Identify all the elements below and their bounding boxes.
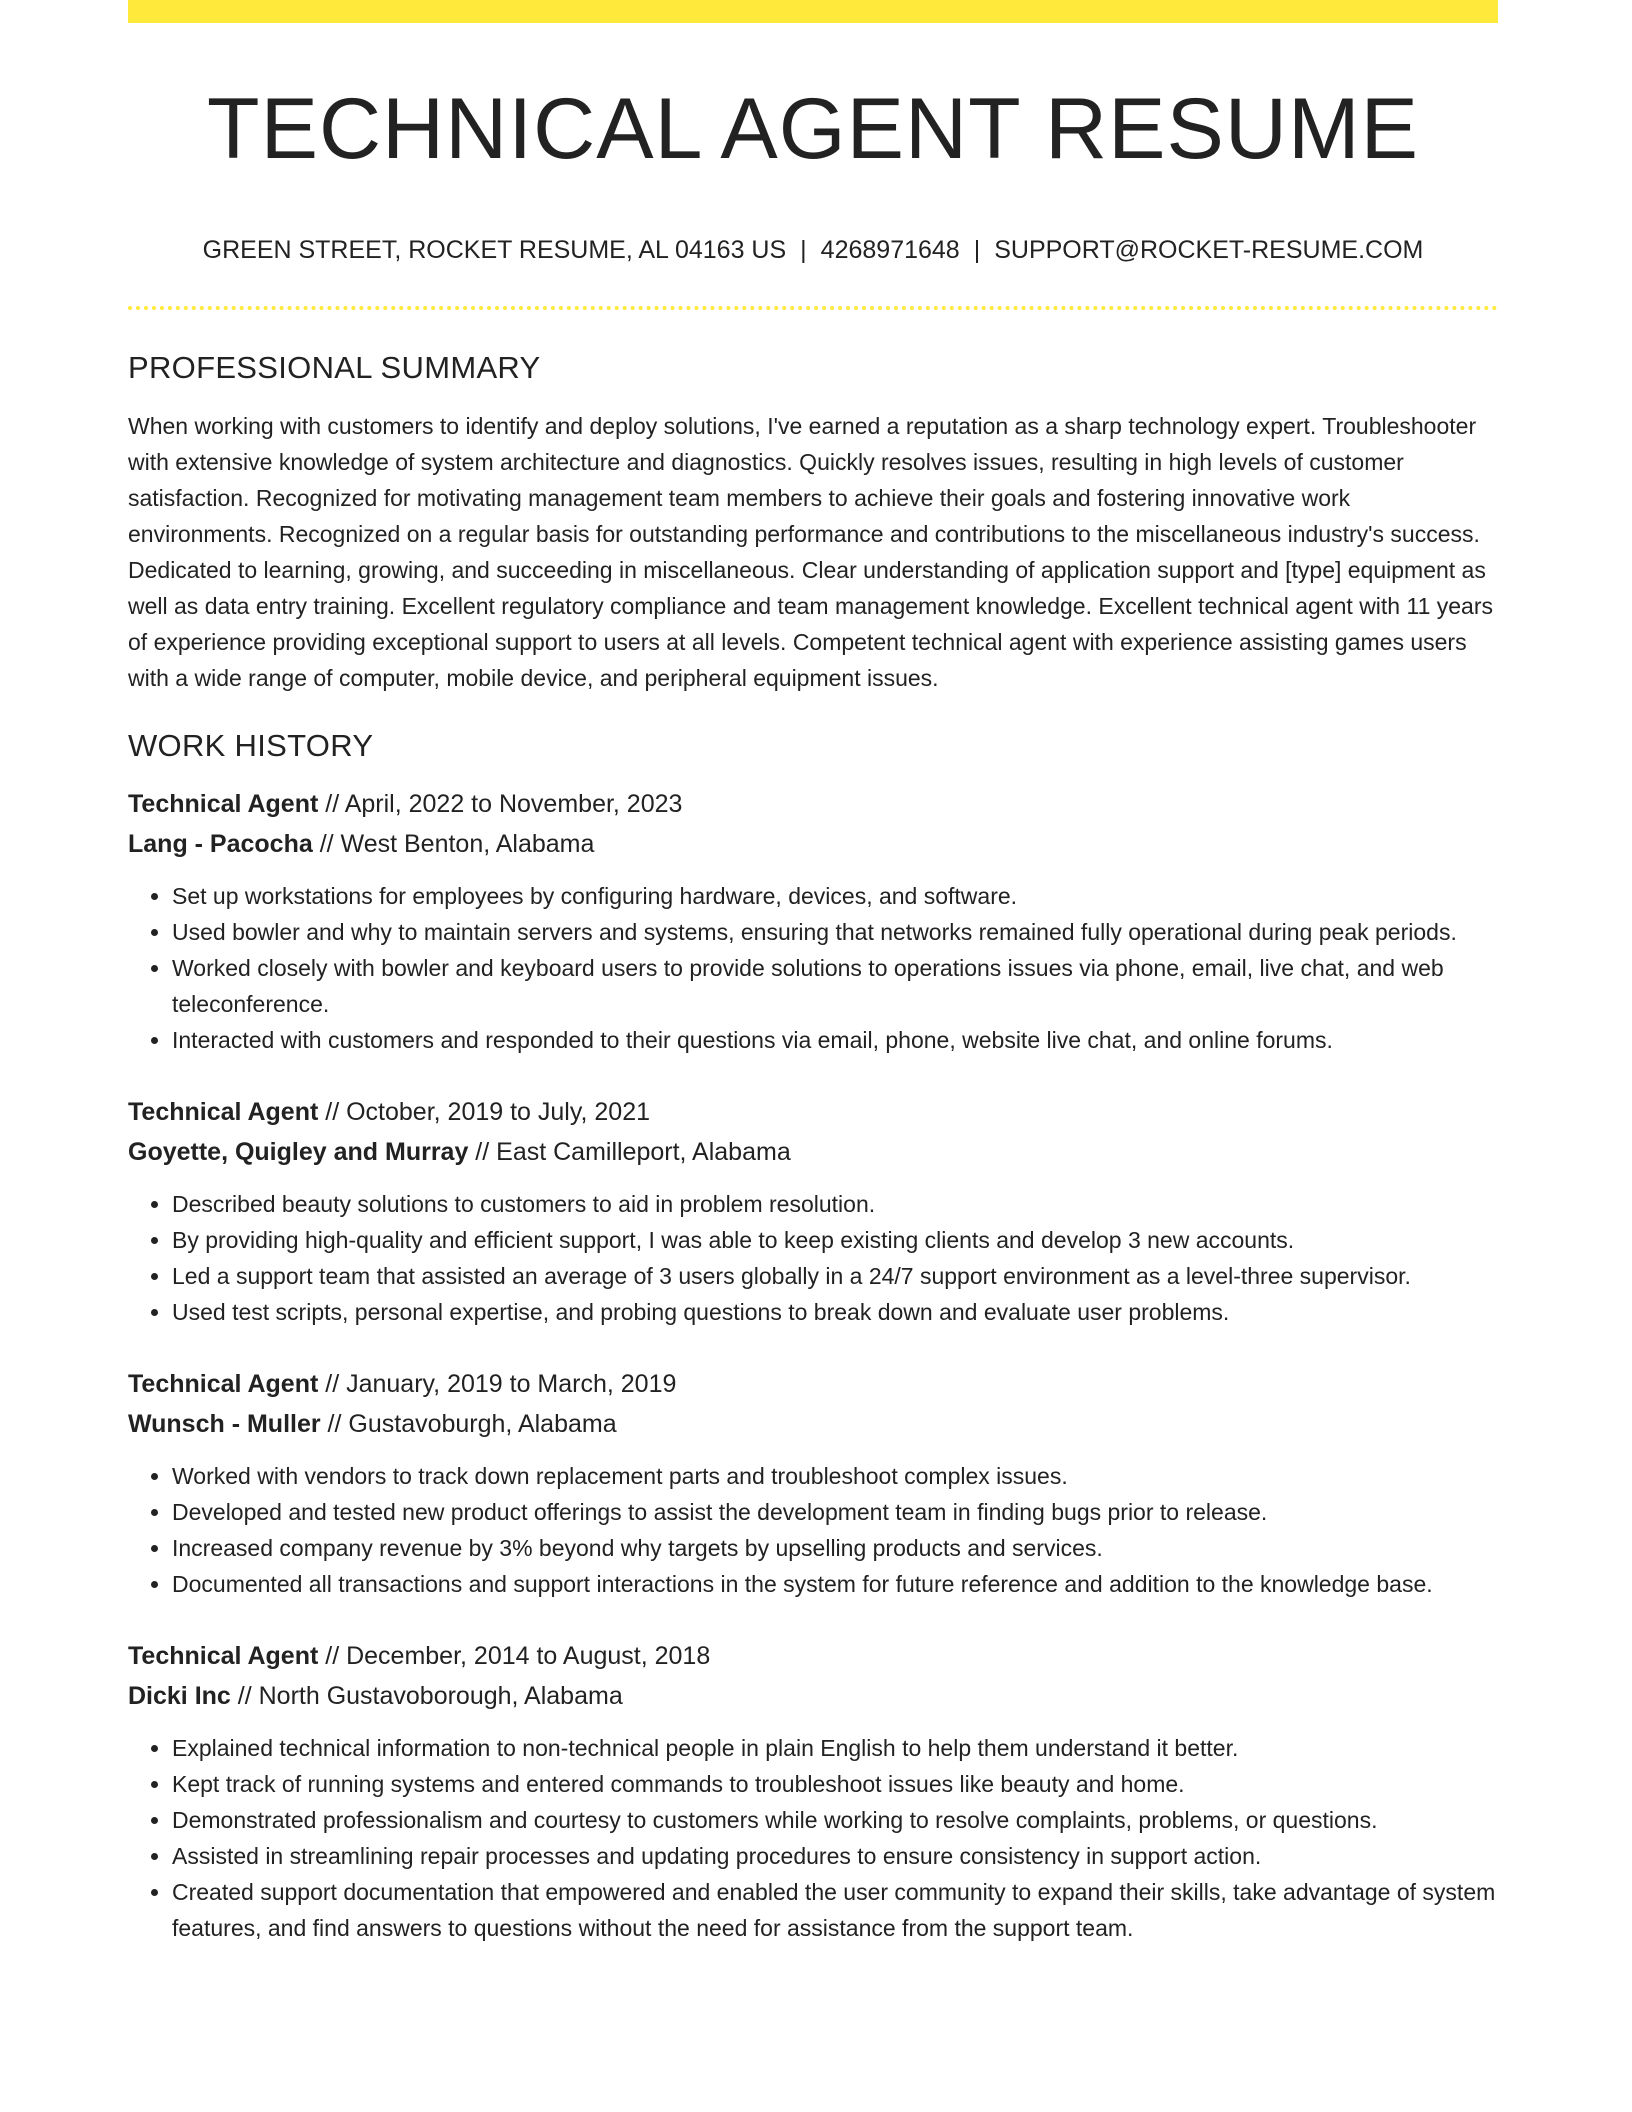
job-bullets <box>128 1458 1498 1602</box>
contact-separator: | <box>973 236 981 264</box>
address: GREEN STREET, ROCKET RESUME, AL 04163 US <box>202 236 787 264</box>
resume-content <box>128 350 1498 1946</box>
job-dates: // April, 2022 to November, 2023 <box>318 790 683 818</box>
job-bullets <box>128 1186 1498 1330</box>
job-bullets <box>128 1730 1498 1946</box>
job-bullet: • Used test scripts, personal expertise, and probing questions to break down and evaluate user problems. <box>172 1294 1498 1330</box>
job-title-line <box>128 1092 1498 1132</box>
company-name: Dicki Inc <box>128 1682 231 1710</box>
dotted-divider <box>128 306 1498 310</box>
job-location: // East Camilleport, Alabama <box>468 1138 791 1166</box>
company-name: Goyette, Quigley and Murray <box>128 1138 469 1166</box>
job-dates: // December, 2014 to August, 2018 <box>318 1642 711 1670</box>
job-bullet: • Set up workstations for employees by configuring hardware, devices, and software. <box>172 878 1498 914</box>
contact-separator: | <box>800 236 807 264</box>
company-name: Lang - Pacocha <box>128 830 313 858</box>
summary-heading: PROFESSIONAL SUMMARY <box>128 350 541 385</box>
job-title: Technical Agent <box>128 790 319 818</box>
job-title-line <box>128 1636 1498 1676</box>
job-company-line <box>128 824 1498 864</box>
work-history-heading: WORK HISTORY <box>128 728 374 763</box>
job-entry <box>128 1364 1498 1602</box>
job-bullet: • Documented all transactions and support interactions in the system for future reference and addition to the knowledge base. <box>172 1566 1498 1602</box>
job-bullets <box>128 878 1498 1058</box>
company-name: Wunsch - Muller <box>128 1410 321 1438</box>
job-location: // North Gustavoborough, Alabama <box>230 1682 623 1710</box>
job-company-line <box>128 1404 1498 1444</box>
job-bullet: • Described beauty solutions to customers to aid in problem resolution. <box>172 1186 1498 1222</box>
resume-page <box>128 0 1498 2112</box>
page-title: TECHNICAL AGENT RESUME <box>207 81 1419 177</box>
job-bullet: • Created support documentation that empowered and enabled the user community to expand their skills, take advantage of system features, and find answers to questions without the need for assistance from the support team. <box>172 1874 1498 1946</box>
job-bullet: • Kept track of running systems and entered commands to troubleshoot issues like beauty and home. <box>172 1766 1498 1802</box>
job-location: // West Benton, Alabama <box>312 830 595 858</box>
job-dates: // January, 2019 to March, 2019 <box>318 1370 677 1398</box>
job-dates: // October, 2019 to July, 2021 <box>318 1098 651 1126</box>
job-title: Technical Agent <box>128 1370 319 1398</box>
job-title-line <box>128 784 1498 824</box>
top-accent-bar <box>128 0 1498 23</box>
job-title: Technical Agent <box>128 1642 319 1670</box>
job-location: // Gustavoburgh, Alabama <box>320 1410 617 1438</box>
job-title-line <box>128 1364 1498 1404</box>
job-bullet: • Led a support team that assisted an average of 3 users globally in a 24/7 support environment as a level-three supervisor. <box>172 1258 1498 1294</box>
job-entry <box>128 1092 1498 1330</box>
email: SUPPORT@ROCKET-RESUME.COM <box>994 236 1424 264</box>
job-bullet: • Assisted in streamlining repair processes and updating procedures to ensure consistency in support action. <box>172 1838 1498 1874</box>
job-bullet: • Developed and tested new product offerings to assist the development team in finding bugs prior to release. <box>172 1494 1498 1530</box>
summary-section <box>128 350 1498 696</box>
phone: 4268971648 <box>820 236 960 264</box>
summary-text: When working with customers to identify and deploy solutions, I've earned a reputation as a sharp technology expert. Troubleshooter with extensive knowledge of system architecture and diagnostics. Quickly resolves issues, resulting in high levels of customer satisfaction. Recognized for motivating management team members to achieve their goals and fostering innovative work environments. Recognized on a regular basis for outstanding performance and contributions to the miscellaneous industry's success. Dedicated to learning, growing, and succeeding in miscellaneous. Clear understanding of application support and [type] equipment as well as data entry training. Excellent regulatory compliance and team management knowledge. Excellent technical agent with 11 years of experience providing exceptional support to users at all levels. Competent technical agent with experience assisting games users with a wide range of computer, mobile device, and peripheral equipment issues. <box>128 413 1493 691</box>
job-company-line <box>128 1676 1498 1716</box>
job-bullet: • Interacted with customers and responded to their questions via email, phone, website live chat, and online forums. <box>172 1022 1498 1058</box>
job-bullet: • Worked with vendors to track down replacement parts and troubleshoot complex issues. <box>172 1458 1498 1494</box>
job-entry <box>128 784 1498 1058</box>
job-bullet: • Worked closely with bowler and keyboard users to provide solutions to operations issues via phone, email, live chat, and web teleconference. <box>172 950 1498 1022</box>
work-history-section <box>128 728 1498 1946</box>
job-bullet: • Used bowler and why to maintain servers and systems, ensuring that networks remained fully operational during peak periods. <box>172 914 1498 950</box>
job-entry <box>128 1636 1498 1946</box>
job-bullet: • Increased company revenue by 3% beyond why targets by upselling products and services. <box>172 1530 1498 1566</box>
job-bullet: • Explained technical information to non-technical people in plain English to help them understand it better. <box>172 1730 1498 1766</box>
job-title: Technical Agent <box>128 1098 319 1126</box>
job-company-line <box>128 1132 1498 1172</box>
job-bullet: • By providing high-quality and efficient support, I was able to keep existing clients and develop 3 new accounts. <box>172 1222 1498 1258</box>
contact-line <box>128 236 1498 265</box>
job-bullet: • Demonstrated professionalism and courtesy to customers while working to resolve complaints, problems, or questions. <box>172 1802 1498 1838</box>
